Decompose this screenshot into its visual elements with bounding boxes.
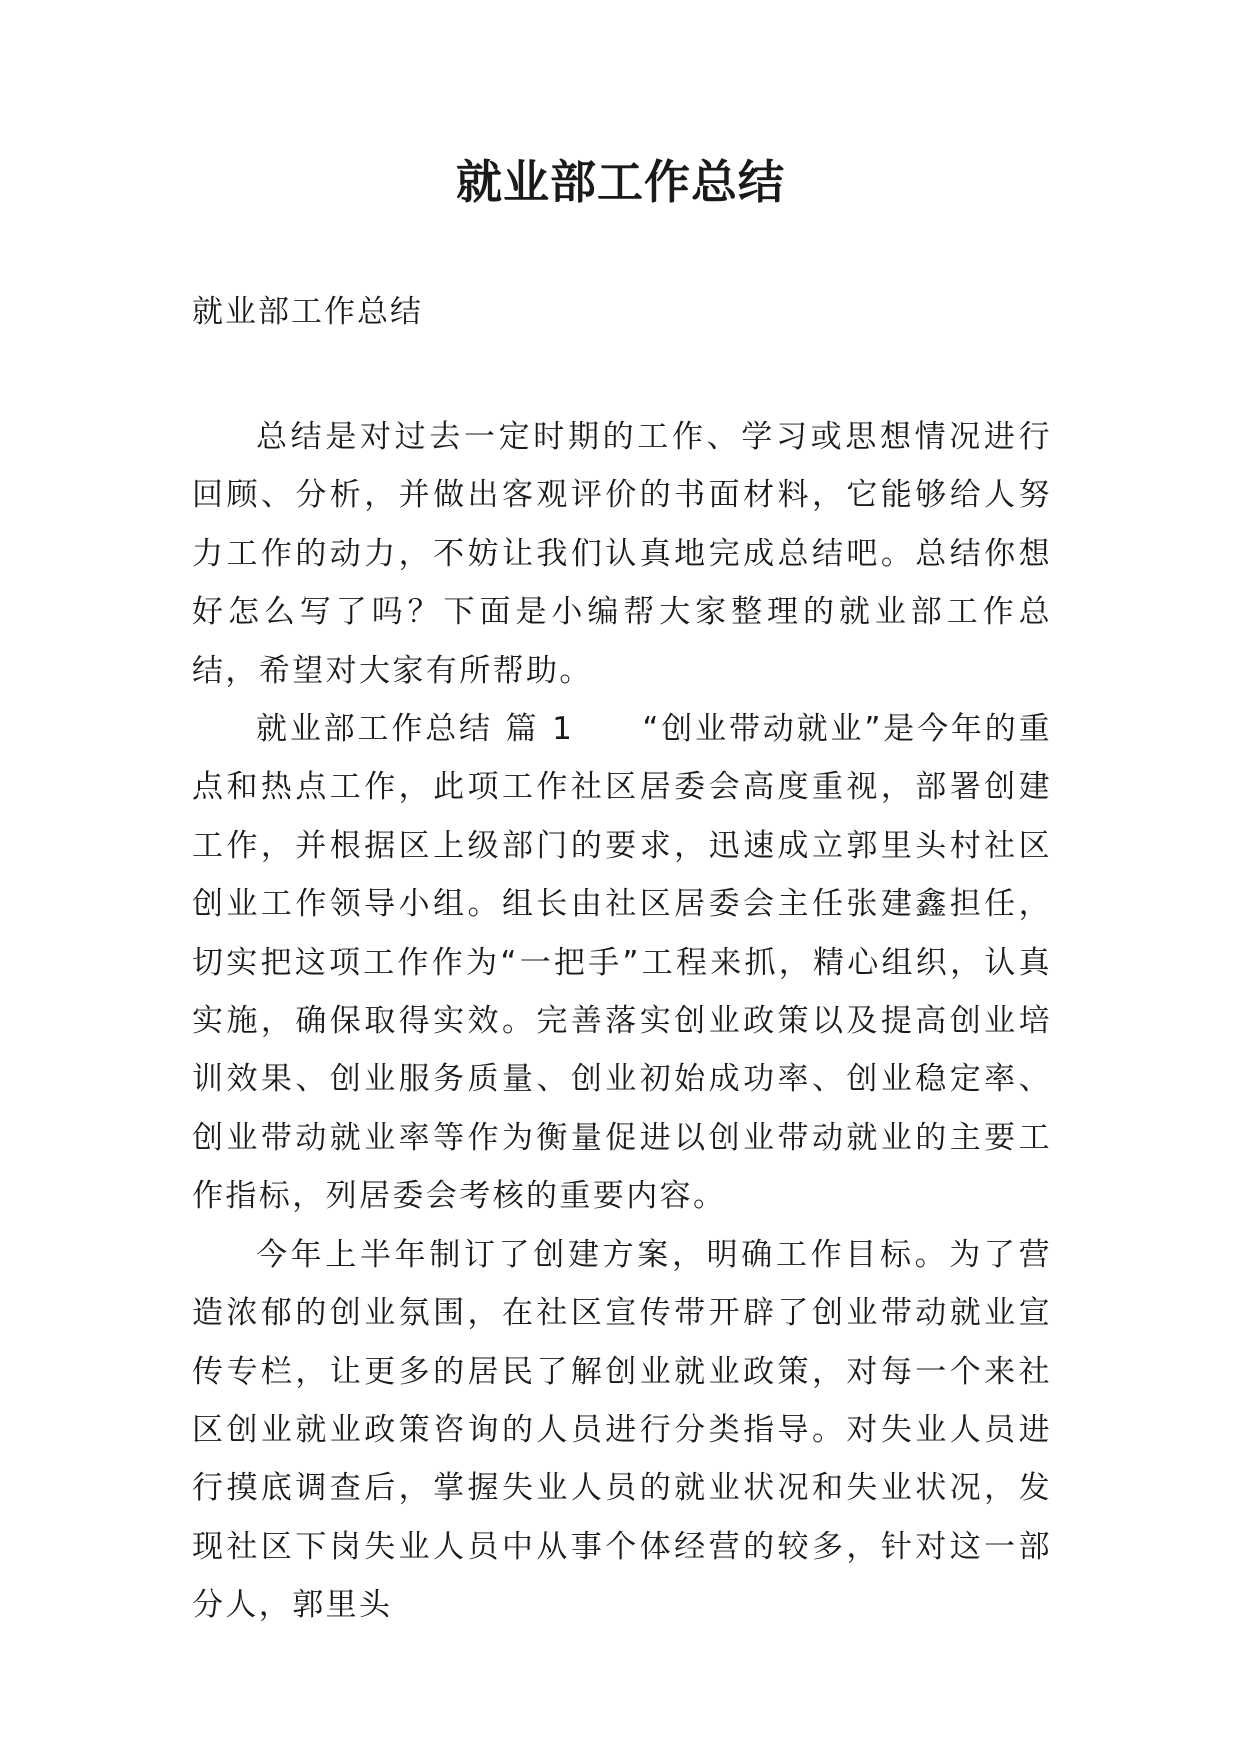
paragraph-intro: 总结是对过去一定时期的工作、学习或思想情况进行回顾、分析，并做出客观评价的书面材料，它能够给人努力工作的动力，不妨让我们认真地完成总结吧。总结你想好怎么写了吗？下面是小编帮大家整理的就业部工作总结，希望对大家有所帮助。 (192, 419, 1052, 689)
paragraph-section-1: 就业部工作总结 篇 1 “创业带动就业”是今年的重点和热点工作，此项工作社区居委会高度重视，部署创建工作，并根据区上级部门的要求，迅速成立郭里头村社区创业工作领导小组。组长由社区居委会主任张建鑫担任，切实把这项工作作为“一把手”工程来抓，精心组织，认真实施，确保取得实效。完善落实创业政策以及提高创业培训效果、创业服务质量、创业初始成功率、创业稳定率、创业带动就业率等作为衡量促进以创业带动就业的主要工作指标，列居委会考核的重要内容。 (192, 711, 1052, 1215)
document-title: 就业部工作总结 (456, 155, 785, 209)
document-body (192, 408, 1052, 1635)
document-subtitle: 就业部工作总结 (192, 294, 423, 330)
paragraph-plan: 今年上半年制订了创建方案，明确工作目标。为了营造浓郁的创业氛围，在社区宣传带开辟了创业带动就业宣传专栏，让更多的居民了解创业就业政策，对每一个来社区创业就业政策咨询的人员进行分类指导。对失业人员进行摸底调查后，掌握失业人员的就业状况和失业状况，发现社区下岗失业人员中从事个体经营的较多，针对这一部分人，郭里头 (192, 1236, 1052, 1624)
